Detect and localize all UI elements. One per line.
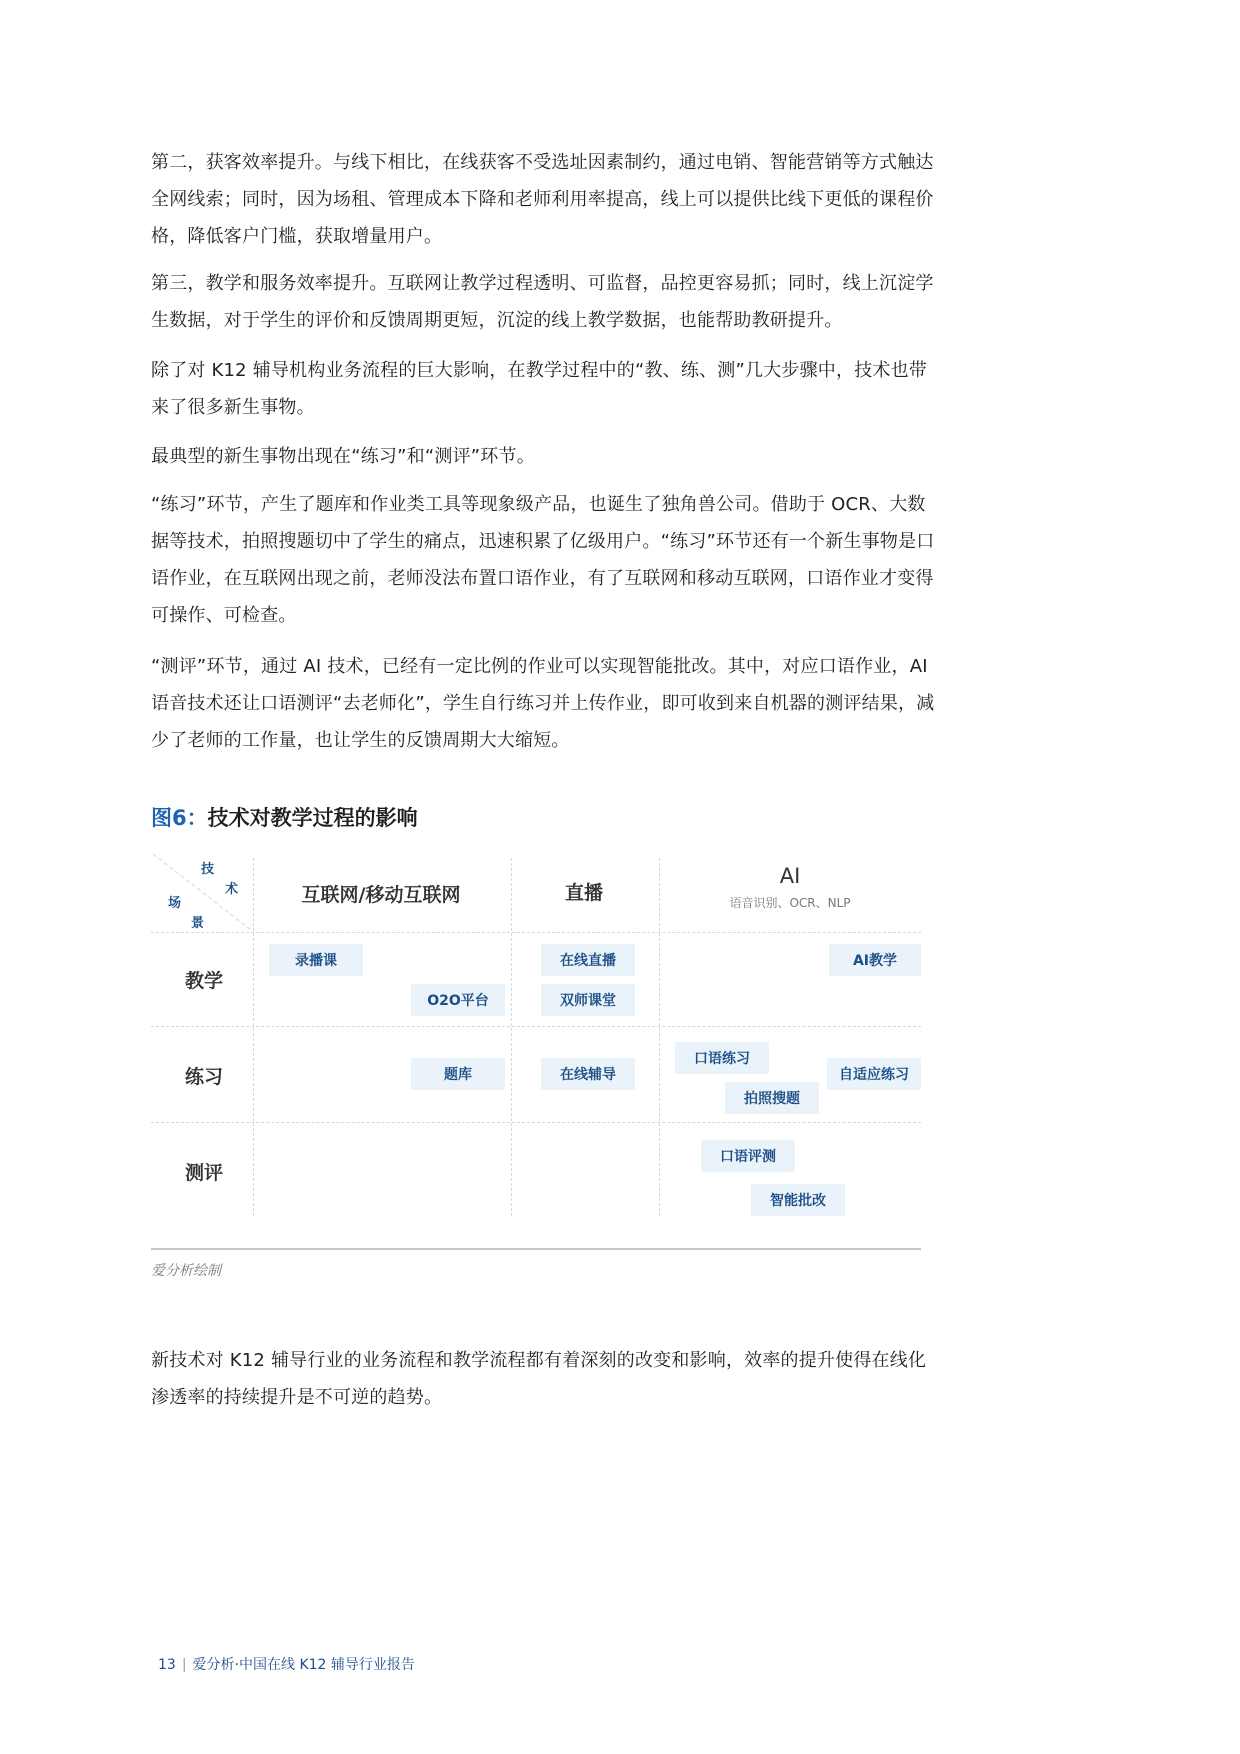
chip-adaptive-practice: 自适应练习 [827, 1058, 921, 1090]
chip-recorded-class: 录播课 [269, 944, 363, 976]
chip-photo-search: 拍照搜题 [725, 1082, 819, 1114]
figure-bottom-rule [151, 1248, 921, 1250]
paragraph-typical: 最典型的新生事物出现在“练习”和“测评”环节。 [151, 446, 535, 467]
paragraph-assessment: “测评”环节，通过 AI 技术，已经有一定比例的作业可以实现智能批改。其中，对应口语作业，AI 语音技术还让口语测评“去老师化”，学生自行练习并上传作业，即可收到来自机器的测评结果，减少了老师的工作量，也让学生的反馈周期大大缩短。 [151, 656, 935, 751]
corner-scene-2: 景 [191, 916, 205, 931]
column-header-ai: AI [779, 864, 801, 888]
row-divider-1 [151, 932, 921, 933]
column-divider-3 [659, 858, 660, 1216]
chip-oral-assessment: 口语评测 [701, 1140, 795, 1172]
paragraph-acquisition: 第二，获客效率提升。与线下相比，在线获客不受选址因素制约，通过电销、智能营销等方式触达全网线索；同时，因为场租、管理成本下降和老师利用率提高，线上可以提供比线下更低的课程价格，降低客户门槛，获取增量用户。 [151, 152, 934, 247]
paragraph-practice: “练习”环节，产生了题库和作业类工具等现象级产品，也诞生了独角兽公司。借助于 OCR、大数据等技术，拍照搜题切中了学生的痛点，迅速积累了亿级用户。“练习”环节还有一个新生事物是口语作业，在互联网出现之前，老师没法布置口语作业，有了互联网和移动互联网，口语作业才变得可操作、可检查。 [151, 494, 935, 626]
corner-tech-2: 术 [225, 882, 239, 897]
paragraph-closing: 新技术对 K12 辅导行业的业务流程和教学流程都有着深刻的改变和影响，效率的提升使得在线化渗透率的持续提升是不可逆的趋势。 [151, 1350, 927, 1408]
paragraph-new-things: 除了对 K12 辅导机构业务流程的巨大影响，在教学过程中的“教、练、测”几大步骤中，技术也带来了很多新生事物。 [151, 360, 927, 418]
column-header-ai-subtitle: 语音识别、OCR、NLP [729, 896, 851, 910]
chip-smart-grading: 智能批改 [751, 1184, 845, 1216]
figure-title-text: 技术对教学过程的影响 [207, 806, 418, 830]
chip-o2o-platform: O2O平台 [411, 984, 505, 1016]
report-title: 爱分析·中国在线 K12 辅导行业报告 [192, 1657, 415, 1673]
row-label-practice: 练习 [185, 1066, 224, 1088]
row-label-teach: 教学 [185, 970, 224, 992]
column-header-internet: 互联网/移动互联网 [301, 884, 461, 906]
chip-ai-teaching: AI教学 [829, 944, 921, 976]
row-divider-2 [151, 1026, 921, 1027]
figure-title [151, 802, 418, 832]
figure-source: 爱分析绘制 [151, 1263, 221, 1279]
page-footer [158, 1654, 415, 1674]
figure-number: 图6： [151, 806, 208, 830]
column-header-live: 直播 [564, 882, 603, 904]
row-label-assess: 测评 [185, 1162, 224, 1184]
chip-question-bank: 题库 [411, 1058, 505, 1090]
footer-separator: | [181, 1657, 187, 1673]
column-divider-1 [253, 858, 254, 1216]
chip-dual-teacher: 双师课堂 [541, 984, 635, 1016]
chip-online-tutoring: 在线辅导 [541, 1058, 635, 1090]
paragraph-service: 第三，教学和服务效率提升。互联网让教学过程透明、可监督，品控更容易抓；同时，线上沉淀学生数据，对于学生的评价和反馈周期更短，沉淀的线上教学数据，也能帮助教研提升。 [151, 273, 934, 331]
tech-impact-diagram [151, 852, 921, 1222]
column-divider-2 [511, 858, 512, 1216]
page-number: 13 [158, 1657, 176, 1673]
chip-online-live: 在线直播 [541, 944, 635, 976]
corner-scene-1: 场 [168, 896, 182, 911]
corner-tech-1: 技 [201, 862, 215, 877]
chip-oral-practice: 口语练习 [675, 1042, 769, 1074]
row-divider-3 [151, 1122, 921, 1123]
